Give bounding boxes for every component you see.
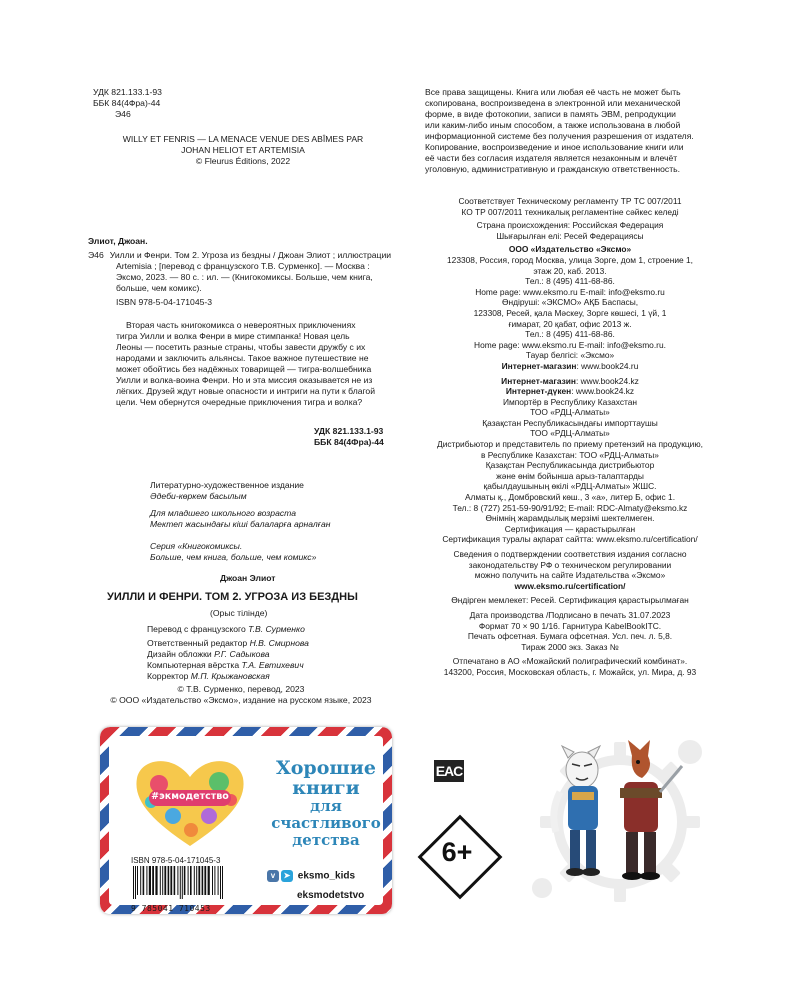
original-title-block [88,134,398,167]
imprint-l33: Сведения о подтверждении соответствия издания согласно [453,549,687,559]
slogan-line-2: книги [292,777,360,799]
barcode-bar [190,866,192,895]
imprint-block [425,196,715,678]
annotation [116,320,396,408]
annotation-line-6: Уилли и волка-воина Фенри. Но и эта миссия оказывается не из [116,375,373,385]
imprint-l28: Алматы қ., Домбровский көш., 3 «а», литер Б, офис 1. [464,492,676,503]
slogan-line-4: детства [292,831,360,849]
imprint-l43: 143200, Россия, Московская область, г. Можайск, ул. Мира, д. 93 [443,666,697,677]
imprint-l40: Печать офсетная. Бумага офсетная. Усл. печ. л. 5,8. [467,631,673,642]
credit-corrector: Корректор М.П. Крыжановская [147,671,270,681]
characters-illustration [520,712,715,920]
barcode-number: 9 785041 710453 [131,904,211,913]
language-note: (Орыс тілінде) [210,608,268,618]
credit-translator: Перевод с французского Т.В. Сурменко [147,624,305,634]
imprint-l18: Интернет-дүкен: www.book24.kz [505,386,635,397]
promo-envelope [100,727,392,914]
imprint-l38: Дата производства /Подписано в печать 31.07.2023 [469,609,671,620]
imprint-l26: және өнім бойынша арыз-талаптарды [496,470,644,481]
imprint-l15: Тауар белгісі: «Эксмо» [525,350,615,361]
rights-line-7: её части без согласия издателя является незаконным и влечёт [425,153,678,163]
barcode-bar [222,866,223,899]
imprint-l02: КО ТР 007/2011 техникалық регламентіне сәйкес келеді [461,206,679,217]
imprint-l25: Қазақстан Республикасында дистрибьютор [485,460,655,471]
barcode-bar [170,866,172,895]
imprint-l41: Тираж 2000 экз. Заказ № [521,641,619,652]
barcode-bar [168,866,170,895]
series-line-2: Больше, чем книга, больше, чем комикс» [150,552,317,562]
slogan [261,758,391,849]
biblio-line-1: Уилли и Фенри. Том 2. Угроза из бездны / Джоан Элиот ; иллюстрации [109,250,392,260]
barcode-bar [198,866,200,895]
social-handle-1: eksmo_kids [297,870,356,882]
imprint-l01: Соответствует Техническому регламенту ТР ТС 007/2011 [458,196,682,206]
imprint-l09: Home page: www.eksmo.ru E-mail: info@eksmo.ru [475,286,665,297]
age-rating-text: 6+ [441,837,473,867]
social-handle-2: eksmodetstvo [297,890,365,901]
age-kz: Мектеп жасындағы кіші балаларға арналған [150,519,331,529]
imprint-l35: можно получить на сайте Издательства «Эксмо» [474,570,666,581]
barcode-bar [182,866,183,899]
imprint-l17: Интернет-магазин: www.book24.kz [501,375,639,386]
barcode-bar [204,866,206,895]
imprint-l42: Отпечатано в АО «Можайский полиграфический комбинат». [452,656,688,667]
imprint-l16: Интернет-магазин: www.book24.ru [501,360,639,371]
imprint-l04: Шығарылған елі: Ресей Федерациясы [496,230,644,241]
lit-type-kz: Әдеби-көркем басылым [150,491,247,501]
imprint-l19: Импортёр в Республику Казахстан [502,396,638,407]
credits [147,624,387,682]
lit-type-ru: Литературно-художественное издание [150,480,304,490]
original-title-line-1: WILLY ET FENRIS — LA MENACE VENUE DES ABÎMES PAR [122,134,364,144]
rights-notice [425,87,713,175]
barcode-bar [133,866,134,899]
rights-line-6: Копирование, воспроизведение и иное использование книги или [425,142,684,152]
barcode-bar [212,866,213,895]
annotation-line-2: тигра Уилли и волка Фенри в мире стимпанка! Новая цель [116,331,350,341]
series-line-1: Серия «Книгокомиксы. [150,541,243,551]
imprint-l30: Өнімнің жарамдылық мерзімі шектелмеген. [485,513,655,524]
imprint-l05: ООО «Издательство «Эксмо» [508,244,632,255]
imprint-l11: 123308, Ресей, қала Мәскеу, Зорге көшесі, 1 үй, 1 [473,307,667,318]
age-ru: Для младшего школьного возраста [150,508,297,518]
social-row-1 [267,870,364,882]
heart-emblem [131,754,249,850]
heart-hashtag: #экмодетство [151,791,229,802]
imprint-l39: Формат 70 × 90 1/16. Гарнитура KabelBookITC. [478,620,662,631]
rights-line-5: информационной системе без получения разрешения от издателя. [425,131,694,141]
classification-block [93,87,353,120]
classification-block-2 [314,426,384,448]
rights-line-1: Все права защищены. Книга или любая её часть не может быть [425,87,681,97]
imprint-l12: ғимарат, 20 қабат, офис 2013 ж. [508,318,632,329]
annotation-line-7: лёгких. Друзей ждут новые опасности и интриги на пути к благой [116,386,376,396]
imprint-l07: этаж 20, каб. 2013. [533,265,607,276]
barcode-bar [137,866,138,895]
imprint-l20: ТОО «РДЦ-Алматы» [530,407,610,418]
imprint-l36: www.eksmo.ru/certification/ [514,580,626,591]
imprint-l31: Сертификация — қарастырылған [504,523,636,534]
barcode-bar [160,866,161,895]
barcode-bar [208,866,210,895]
imprint-l03: Страна происхождения: Российская Федерация [476,220,664,231]
author-code: Э46 [115,109,131,119]
book-author: Джоан Элиот [220,573,276,583]
barcode-bar [135,866,136,899]
telegram-icon: ➤ [281,870,293,882]
barcode-bar [164,866,166,895]
annotation-line-3: Леоны — посетить разные страны, чтобы завести дружбу с их [116,342,366,352]
barcode-bar [214,866,215,895]
barcode-bar [162,866,163,895]
barcode-bar [149,866,151,895]
slogan-line-1: Хорошие [276,757,376,779]
slogan-line-3: для счастливого [271,797,381,832]
isbn-line: ISBN 978-5-04-171045-3 [116,297,213,307]
author-heading: Элиот, Джоан. [88,236,148,246]
annotation-line-4: народами и заключить альянсы. Такое важное путешествие не [116,353,369,363]
rights-line-8: уголовную, административную и гражданскую ответственность. [425,164,681,174]
imprint-l08: Тел.: 8 (495) 411-68-86. [525,276,615,287]
credit-cover: Дизайн обложки Р.Г. Садыкова [147,649,270,659]
biblio-line-4: больше, чем комикс). [116,283,202,293]
original-copyright: © Fleurus Éditions, 2022 [195,156,291,166]
bbk-code-2: ББК 84(4Фра)-44 [314,437,384,447]
imprint-l14: Home page: www.eksmo.ru E-mail: info@eksmo.ru. [474,339,666,350]
barcode-bar [220,866,221,899]
barcode-bar [152,866,154,895]
imprint-l06: 123308, Россия, город Москва, улица Зорге, дом 1, строение 1, [447,254,693,265]
barcode-bar [174,866,176,895]
publication-type [150,480,310,502]
imprint-l10: Өндіруші: «ЭКСМО» АҚБ Баспасы, [501,297,639,308]
imprint-l21: Қазақстан Республикасындағы импорттаушы [482,417,658,428]
social-links [267,870,364,901]
series-info [150,541,350,563]
imprint-l13: Тел.: 8 (495) 411-68-86. [525,329,615,340]
rights-line-2: скопирована, воспроизведена в электронной или механической [425,98,681,108]
barcode-bar [177,866,178,895]
annotation-line-5: может обойтись без надёжных товарищей — тигра-волшебника [116,364,372,374]
copyright-edition: © ООО «Издательство «Эксмо», издание на русском языке, 2023 [110,695,372,705]
barcode-bar [184,866,186,895]
barcode-isbn: ISBN 978-5-04-171045-3 [131,856,221,865]
credit-editor: Ответственный редактор Н.В. Смирнова [147,638,309,648]
copyright-block [80,684,402,706]
barcode-bar [218,866,219,895]
imprint-l32: Сертификация туралы ақпарат сайтта: www.eksmo.ru/certification/ [442,534,698,545]
vk-icon: v [267,870,279,882]
biblio-line-3: Эксмо, 2023. — 80 с. : ил. — (Книгокомиксы. Больше, чем книга, [116,272,373,282]
rights-line-3: форме, в виде фотокопии, записи в память ЭВМ, репродукции [425,109,676,119]
biblio-code: Э46 [88,250,104,260]
annotation-line-8: цели. Чем обернутся очередные приключения тигра и волка? [116,397,363,407]
age-rating-badge [418,815,496,893]
barcode-bar [194,866,195,895]
barcode-block [131,856,249,913]
barcode-bar [180,866,181,899]
book-title: УИЛЛИ И ФЕНРИ. ТОМ 2. УГРОЗА ИЗ БЕЗДНЫ [107,591,358,603]
credit-layout: Компьютерная вёрстка Т.А. Евтихевич [147,660,304,670]
imprint-l24: в Республике Казахстан: ТОО «РДЦ-Алматы» [481,449,659,460]
barcode-bars [131,866,249,899]
bibliographic-record [88,250,396,308]
barcode-bar [146,866,147,895]
barcode-bar [188,866,189,895]
age-category [150,508,350,530]
copyright-translation: © Т.В. Сурменко, перевод, 2023 [177,684,305,694]
barcode-bar [155,866,157,895]
bbk-code: ББК 84(4Фра)-44 [93,98,161,108]
envelope-card [109,736,383,913]
imprint-l37: Өндірген мемлекет: Ресей. Сертификация қарастырылмаған [451,595,689,606]
udk-code: УДК 821.133.1-93 [93,87,162,97]
eac-mark: EAC [434,760,464,782]
biblio-line-2: Artemisia ; [перевод с французского Т.В. Сурменко]. — Москва : [116,261,370,271]
imprint-l29: Тел.: 8 (727) 251-59-90/91/92; E-mail: RDC-Almaty@eksmo.kz [452,502,688,513]
barcode-bar [143,866,145,895]
annotation-line-1: Вторая часть книгокомикса о невероятных приключениях [126,320,356,330]
imprint-l34: законодательству РФ о техническом регулировании [468,559,672,570]
imprint-l23: Дистрибьютор и представитель по приему претензий на продукцию, [437,439,703,450]
udk-code-2: УДК 821.133.1-93 [314,426,384,436]
barcode-bar [202,866,204,895]
barcode-bar [140,866,141,895]
original-title-line-2: JOHAN HELIOT ET ARTEMISIA [181,145,305,155]
barcode-bar [196,866,197,895]
imprint-l27: қабылдаушының өкілі «РДЦ-Алматы» ЖШС. [483,481,657,492]
rights-line-4: или каким-либо иным способом, а также использована в любой [425,120,681,130]
imprint-l22: ТОО «РДЦ-Алматы» [530,428,610,439]
